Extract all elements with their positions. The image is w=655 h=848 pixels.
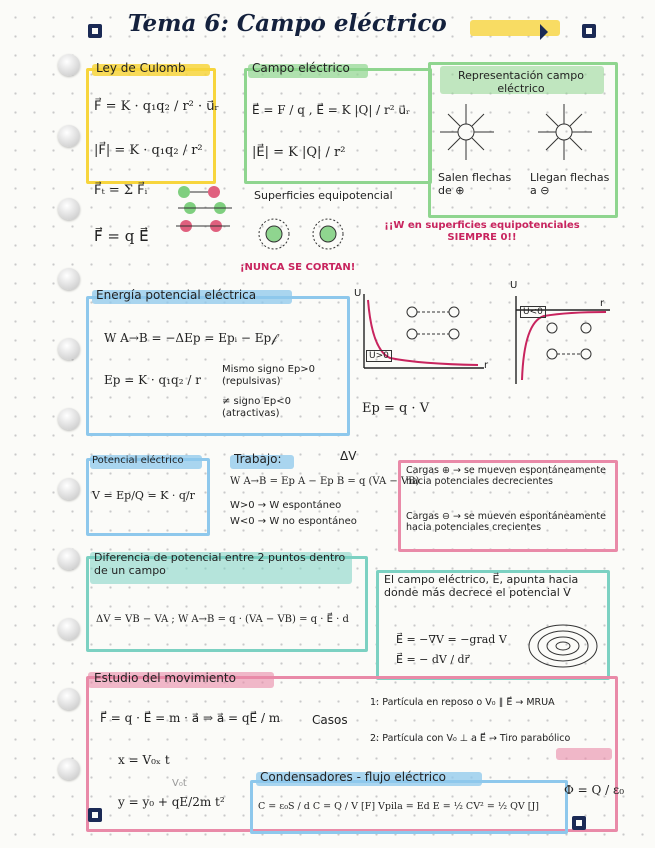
binder-hole	[58, 54, 80, 76]
charges-interaction-diagram	[172, 180, 238, 236]
movimiento-heading: Estudio del movimiento	[94, 671, 236, 685]
cargas-positive-text: Cargas ⊕ → se mueven espontáneamente hacia potenciales decrecientes	[406, 465, 606, 487]
repulsive-potential-graph	[350, 290, 490, 376]
work-formula: W A→B = Ep A − Ep B = q (VA − VB)	[230, 476, 420, 487]
equipotential-surfaces-diagram	[250, 210, 360, 256]
field-formula-modulus: |E⃗| = K |Q| / r²	[252, 145, 346, 160]
capacitor-formulas: C = ε₀S / d C = Q / V [F] Vpila = Ed E = ½ CV² = ½ QV [J]	[258, 801, 539, 812]
nunca-se-cortan-note: ¡NUNCA SE CORTAN!	[240, 262, 356, 273]
coulomb-formula-vector: F⃗ = K · q₁q₂ / r² · u⃗ᵣ	[94, 99, 220, 114]
flux-formula: Φ = Q / ε₀	[564, 783, 625, 797]
superposition-formula: F⃗ₜ = Σ F⃗ᵢ	[94, 183, 148, 198]
notebook-logo-icon	[582, 24, 596, 38]
campo-electrico-box	[244, 68, 432, 184]
graph1-axis-r: r	[484, 360, 489, 371]
binder-hole	[58, 548, 80, 570]
casos-label: Casos	[312, 713, 348, 727]
cargas-negative-text: Cargas ⊖ → se mueven espontáneamente hacia potenciales crecientes	[406, 511, 606, 533]
gradient-formula: E⃗ = −∇V = −grad V	[396, 633, 507, 646]
motion-formula: F⃗ = q · E⃗ = m · a⃗ ⇒ a⃗ = qE⃗ / m	[100, 711, 281, 725]
binder-hole	[58, 408, 80, 430]
energia-heading: Energía potencial eléctrica	[96, 288, 257, 302]
binder-hole	[58, 688, 80, 710]
work-negative-text: W<0 → W no espontáneo	[230, 516, 357, 527]
coulomb-formula-modulus: |F⃗| = K · q₁q₂ / r²	[94, 143, 203, 158]
notebook-logo-icon	[88, 808, 102, 822]
caso2-text: 2: Partícula con V₀ ⊥ a E⃗ → Tiro parabólico	[370, 733, 571, 744]
graph2-axis-r: r	[600, 298, 605, 309]
work-positive-text: W>0 → W espontáneo	[230, 500, 342, 511]
campo-apunta-text: El campo eléctrico, E⃗, apunta hacia donde más decrece el potencial V	[384, 573, 579, 599]
binder-hole	[58, 758, 80, 780]
force-field-formula: F⃗ = q E⃗	[94, 227, 149, 245]
representacion-heading: Representación campo eléctrico	[458, 69, 584, 95]
llegan-flechas-text: Llegan flechas a ⊖	[530, 171, 610, 197]
derivative-formula: E⃗ = − dV / dr⃗	[396, 653, 470, 666]
binder-hole	[58, 618, 80, 640]
binder-hole	[58, 478, 80, 500]
x-motion-formula: x = V₀ₓ t	[118, 753, 170, 767]
notebook-logo-icon	[572, 816, 586, 830]
equipotential-work-note: ¡¡W en superficies equipotenciales SIEMPRE 0!!	[384, 220, 580, 243]
potential-energy-formula: Ep = K · q₁q₂ / r	[104, 373, 201, 387]
title-arrow-icon	[540, 24, 548, 40]
equipotencial-label: Superficies equipotencial	[254, 189, 393, 202]
distinto-signo-text: ≠ signo Ep<0 (atractivas)	[222, 396, 291, 419]
ley-coulomb-box	[86, 68, 216, 184]
diferencia-heading: Diferencia de potencial entre 2 puntos dentro de un campo	[94, 551, 346, 577]
contour-lines-diagram	[526, 622, 600, 670]
binder-hole	[58, 125, 80, 147]
binder-hole	[58, 338, 80, 360]
mismo-signo-text: Mismo signo Ep>0 (repulsivas)	[222, 364, 316, 387]
caso1-text: 1: Partícula en reposo o V₀ ∥ E⃗ → MRUA	[370, 697, 555, 708]
potential-difference-formula: ΔV = VB − VA ; W A→B = q · (VA − VB) = q · E⃗ · d	[96, 614, 349, 625]
work-energy-formula: W A→B = −ΔEp = Epᵢ − Ep𝒻	[104, 331, 277, 345]
notebook-logo-icon	[88, 24, 102, 38]
binder-hole	[58, 198, 80, 220]
graph1-label: U>0	[366, 350, 392, 362]
v0t-annotation: V₀t	[172, 778, 187, 789]
y-motion-formula: y = y₀ + qE/2m t²	[118, 795, 225, 809]
tiro-parabolico-highlight	[556, 748, 612, 760]
potencial-heading: Potencial eléctrico	[92, 455, 184, 466]
binder-hole	[58, 268, 80, 290]
field-lines-diagram	[440, 102, 602, 162]
ley-coulomb-heading: Ley de Culomb	[96, 61, 186, 75]
graph2-axis-u: U	[510, 280, 518, 291]
ep-qv-formula: Ep = q · V	[362, 401, 430, 416]
graph2-label: U<0	[520, 306, 546, 318]
salen-flechas-text: Salen flechas de ⊕	[438, 171, 512, 197]
trabajo-delta: ΔV	[340, 449, 357, 463]
field-formula-definition: E⃗ = F / q , E⃗ = K |Q| / r² u⃗ᵣ	[252, 103, 411, 117]
page-title: Tema 6: Campo eléctrico	[128, 10, 447, 37]
campo-electrico-heading: Campo eléctrico	[252, 61, 350, 75]
graph1-axis-u: U	[354, 288, 362, 299]
potential-formula: V = Ep/Q = K · q/r	[92, 489, 195, 502]
condensadores-heading: Condensadores - flujo eléctrico	[260, 770, 447, 784]
trabajo-heading: Trabajo:	[234, 452, 282, 466]
